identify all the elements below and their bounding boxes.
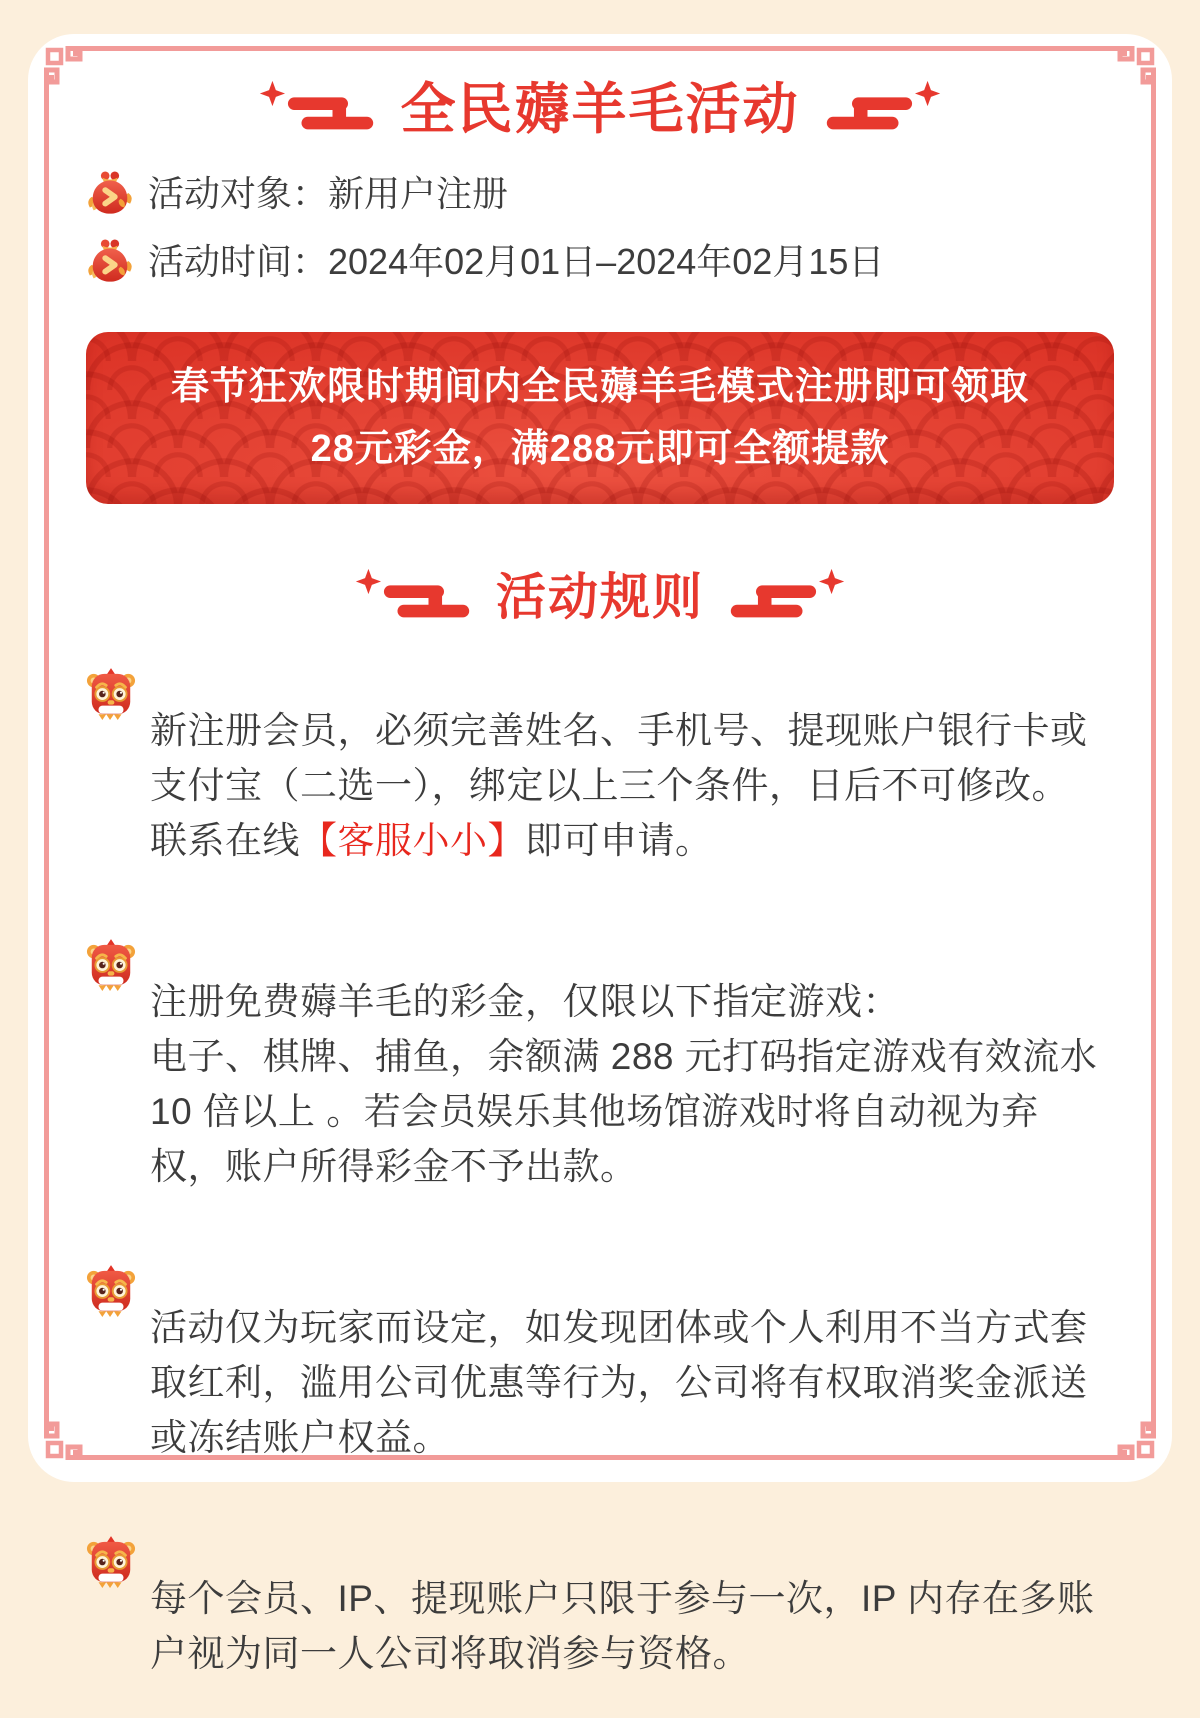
rule-item-1 <box>86 666 1114 905</box>
activity-info <box>86 170 1114 286</box>
promo-card <box>28 34 1172 1674</box>
money-bag-icon <box>86 238 134 286</box>
sparkle-cloud-icon <box>258 78 376 140</box>
rule-text-2 <box>150 974 1100 1194</box>
promo-banner <box>86 332 1114 504</box>
rules-section-title: 活动规则 <box>496 569 704 625</box>
content-area <box>28 34 1172 1718</box>
rules-list <box>86 666 1114 1718</box>
sparkle-cloud-icon <box>728 566 846 628</box>
rule-1-after: 即可申请。 <box>525 820 713 861</box>
lion-head-icon <box>86 1536 136 1590</box>
rule-2-line1: 注册免费薅羊毛的彩金，仅限以下指定游戏： <box>150 981 900 1022</box>
rule-1-before: 新注册会员，必须完善姓名、手机号、提现账户银行卡或支付宝（二选一），绑定以上三个条件，日后不可修改。联系在线 <box>150 710 1088 861</box>
banner-text-line2: 28元彩金，满288元即可全额提款 <box>310 428 890 470</box>
money-bag-icon <box>86 170 134 218</box>
info-row-target <box>86 170 1114 218</box>
page-title: 全民薅羊毛活动 <box>400 78 800 140</box>
rule-text-4: 每个会员、IP、提现账户只限于参与一次，IP 内存在多账户视为同一人公司将取消参与资格。 <box>150 1578 1095 1674</box>
lion-head-icon <box>86 668 136 722</box>
activity-target-text: 活动对象：新用户注册 <box>148 173 509 214</box>
sparkle-cloud-icon <box>354 566 472 628</box>
lion-head-icon <box>86 1265 136 1319</box>
rule-item-3 <box>86 1263 1114 1502</box>
activity-time-text: 活动时间：2024年02月01日–2024年02月15日 <box>148 241 885 282</box>
rule-text-1 <box>150 703 1100 868</box>
rule-text-3: 活动仅为玩家而设定，如发现团体或个人利用不当方式套取红利，滥用公司优惠等行为，公司将有权取消奖金派送或冻结账户权益。 <box>150 1307 1088 1458</box>
info-row-time <box>86 238 1114 286</box>
main-title-row <box>86 78 1114 140</box>
customer-service-highlight: 【客服小小】 <box>300 820 525 861</box>
rule-2-line2: 电子、棋牌、捕鱼，余额满 288 元打码指定游戏有效流水 10 倍以上 。若会员娱乐其他场馆游戏时将自动视为弃权，账户所得彩金不予出款。 <box>150 1036 1098 1187</box>
rules-title-row <box>86 566 1114 628</box>
rule-item-2 <box>86 937 1114 1231</box>
lion-head-icon <box>86 939 136 993</box>
banner-text-line1: 春节狂欢限时期间内全民薅羊毛模式注册即可领取 <box>170 366 1029 408</box>
rule-item-4 <box>86 1534 1114 1718</box>
sparkle-cloud-icon <box>824 78 942 140</box>
